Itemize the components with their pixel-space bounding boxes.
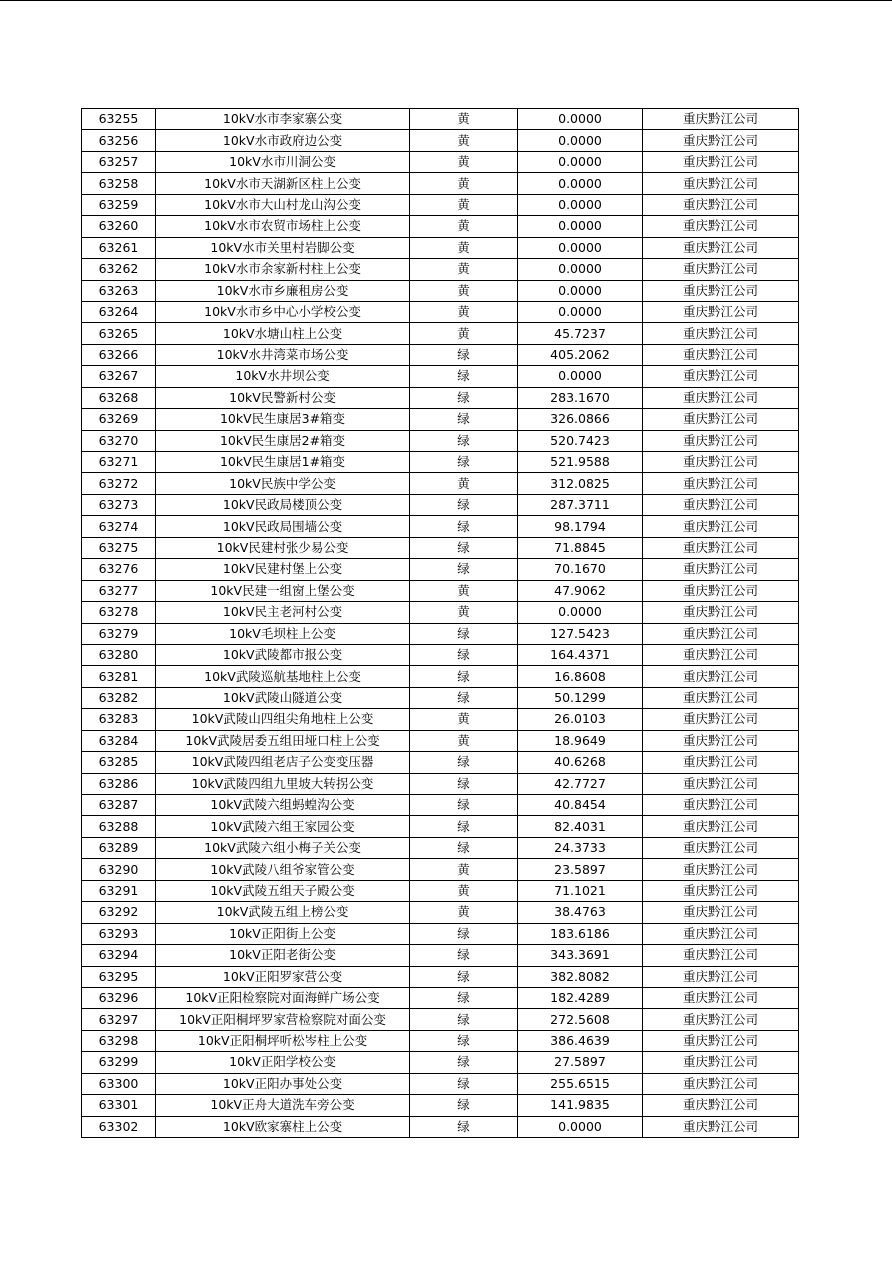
- status-cell: 绿: [410, 644, 518, 665]
- value-cell: 521.9588: [518, 452, 643, 473]
- status-cell: 绿: [410, 366, 518, 387]
- transformer-name-cell: 10kV正阳桐坪听松岑柱上公变: [156, 1030, 410, 1051]
- status-cell: 绿: [410, 1052, 518, 1073]
- status-cell: 绿: [410, 430, 518, 451]
- value-cell: 18.9649: [518, 730, 643, 751]
- row-id-cell: 63284: [82, 730, 156, 751]
- company-cell: 重庆黔江公司: [643, 730, 799, 751]
- transformer-name-cell: 10kV武陵巡航基地柱上公变: [156, 666, 410, 687]
- row-id-cell: 63276: [82, 559, 156, 580]
- value-cell: 98.1794: [518, 516, 643, 537]
- value-cell: 0.0000: [518, 301, 643, 322]
- table-row: [82, 709, 799, 730]
- status-cell: 绿: [410, 537, 518, 558]
- status-cell: 绿: [410, 623, 518, 644]
- status-cell: 黄: [410, 130, 518, 151]
- table-row: [82, 151, 799, 172]
- row-id-cell: 63274: [82, 516, 156, 537]
- row-id-cell: 63281: [82, 666, 156, 687]
- value-cell: 40.6268: [518, 752, 643, 773]
- company-cell: 重庆黔江公司: [643, 344, 799, 365]
- row-id-cell: 63288: [82, 816, 156, 837]
- value-cell: 0.0000: [518, 130, 643, 151]
- row-id-cell: 63294: [82, 945, 156, 966]
- table-row: [82, 194, 799, 215]
- status-cell: 绿: [410, 1095, 518, 1116]
- status-cell: 黄: [410, 902, 518, 923]
- value-cell: 326.0866: [518, 409, 643, 430]
- value-cell: 38.4763: [518, 902, 643, 923]
- transformer-name-cell: 10kV武陵都市报公变: [156, 644, 410, 665]
- table-row: [82, 109, 799, 130]
- transformer-name-cell: 10kV武陵五组天子殿公变: [156, 880, 410, 901]
- transformer-name-cell: 10kV正阳办事处公变: [156, 1073, 410, 1094]
- table-row: [82, 816, 799, 837]
- company-cell: 重庆黔江公司: [643, 580, 799, 601]
- transformer-name-cell: 10kV武陵六组王家园公变: [156, 816, 410, 837]
- company-cell: 重庆黔江公司: [643, 902, 799, 923]
- table-body: [82, 109, 799, 1138]
- table-row: [82, 430, 799, 451]
- row-id-cell: 63255: [82, 109, 156, 130]
- company-cell: 重庆黔江公司: [643, 773, 799, 794]
- row-id-cell: 63282: [82, 687, 156, 708]
- transformer-name-cell: 10kV欧家寨柱上公变: [156, 1116, 410, 1137]
- status-cell: 黄: [410, 151, 518, 172]
- row-id-cell: 63259: [82, 194, 156, 215]
- transformer-name-cell: 10kV民建村张少易公变: [156, 537, 410, 558]
- table-row: [82, 602, 799, 623]
- row-id-cell: 63272: [82, 473, 156, 494]
- company-cell: 重庆黔江公司: [643, 537, 799, 558]
- company-cell: 重庆黔江公司: [643, 666, 799, 687]
- status-cell: 黄: [410, 580, 518, 601]
- transformer-name-cell: 10kV武陵八组爷家管公变: [156, 859, 410, 880]
- transformer-name-cell: 10kV正阳检察院对面海鲜广场公变: [156, 987, 410, 1008]
- transformer-name-cell: 10kV民族中学公变: [156, 473, 410, 494]
- table-row: [82, 880, 799, 901]
- row-id-cell: 63279: [82, 623, 156, 644]
- transformer-name-cell: 10kV水市关里村岩脚公变: [156, 237, 410, 258]
- status-cell: 黄: [410, 473, 518, 494]
- transformer-name-cell: 10kV水井湾菜市场公变: [156, 344, 410, 365]
- table-row: [82, 452, 799, 473]
- table-row: [82, 1073, 799, 1094]
- table-row: [82, 859, 799, 880]
- value-cell: 141.9835: [518, 1095, 643, 1116]
- transformer-name-cell: 10kV水市李家寨公变: [156, 109, 410, 130]
- company-cell: 重庆黔江公司: [643, 1073, 799, 1094]
- row-id-cell: 63260: [82, 216, 156, 237]
- row-id-cell: 63264: [82, 301, 156, 322]
- value-cell: 283.1670: [518, 387, 643, 408]
- transformer-table: [81, 108, 799, 1138]
- row-id-cell: 63266: [82, 344, 156, 365]
- table-row: [82, 1095, 799, 1116]
- transformer-name-cell: 10kV武陵五组上榜公变: [156, 902, 410, 923]
- row-id-cell: 63289: [82, 837, 156, 858]
- company-cell: 重庆黔江公司: [643, 237, 799, 258]
- value-cell: 182.4289: [518, 987, 643, 1008]
- value-cell: 127.5423: [518, 623, 643, 644]
- company-cell: 重庆黔江公司: [643, 644, 799, 665]
- value-cell: 0.0000: [518, 1116, 643, 1137]
- table-row: [82, 280, 799, 301]
- table-row: [82, 923, 799, 944]
- transformer-name-cell: 10kV水塘山柱上公变: [156, 323, 410, 344]
- status-cell: 绿: [410, 816, 518, 837]
- table-row: [82, 1052, 799, 1073]
- value-cell: 0.0000: [518, 109, 643, 130]
- row-id-cell: 63295: [82, 966, 156, 987]
- row-id-cell: 63293: [82, 923, 156, 944]
- status-cell: 黄: [410, 259, 518, 280]
- transformer-name-cell: 10kV正阳街上公变: [156, 923, 410, 944]
- status-cell: 黄: [410, 216, 518, 237]
- table-row: [82, 130, 799, 151]
- table-row: [82, 580, 799, 601]
- transformer-name-cell: 10kV民政局围墙公变: [156, 516, 410, 537]
- row-id-cell: 63296: [82, 987, 156, 1008]
- status-cell: 黄: [410, 602, 518, 623]
- row-id-cell: 63298: [82, 1030, 156, 1051]
- value-cell: 23.5897: [518, 859, 643, 880]
- table-row: [82, 687, 799, 708]
- transformer-name-cell: 10kV水市乡中心小学校公变: [156, 301, 410, 322]
- value-cell: 0.0000: [518, 280, 643, 301]
- value-cell: 0.0000: [518, 602, 643, 623]
- value-cell: 42.7727: [518, 773, 643, 794]
- row-id-cell: 63265: [82, 323, 156, 344]
- company-cell: 重庆黔江公司: [643, 323, 799, 344]
- row-id-cell: 63270: [82, 430, 156, 451]
- company-cell: 重庆黔江公司: [643, 280, 799, 301]
- company-cell: 重庆黔江公司: [643, 923, 799, 944]
- status-cell: 黄: [410, 237, 518, 258]
- row-id-cell: 63261: [82, 237, 156, 258]
- company-cell: 重庆黔江公司: [643, 473, 799, 494]
- transformer-name-cell: 10kV正阳桐坪罗家营检察院对面公变: [156, 1009, 410, 1030]
- value-cell: 26.0103: [518, 709, 643, 730]
- company-cell: 重庆黔江公司: [643, 880, 799, 901]
- transformer-name-cell: 10kV武陵居委五组田垭口柱上公变: [156, 730, 410, 751]
- status-cell: 绿: [410, 452, 518, 473]
- company-cell: 重庆黔江公司: [643, 1052, 799, 1073]
- status-cell: 绿: [410, 987, 518, 1008]
- value-cell: 272.5608: [518, 1009, 643, 1030]
- transformer-name-cell: 10kV水市川洞公变: [156, 151, 410, 172]
- status-cell: 绿: [410, 752, 518, 773]
- value-cell: 0.0000: [518, 194, 643, 215]
- company-cell: 重庆黔江公司: [643, 387, 799, 408]
- table-row: [82, 366, 799, 387]
- company-cell: 重庆黔江公司: [643, 795, 799, 816]
- row-id-cell: 63271: [82, 452, 156, 473]
- row-id-cell: 63256: [82, 130, 156, 151]
- transformer-name-cell: 10kV民生康居2#箱变: [156, 430, 410, 451]
- company-cell: 重庆黔江公司: [643, 623, 799, 644]
- table-row: [82, 644, 799, 665]
- status-cell: 绿: [410, 966, 518, 987]
- row-id-cell: 63263: [82, 280, 156, 301]
- company-cell: 重庆黔江公司: [643, 151, 799, 172]
- table-row: [82, 301, 799, 322]
- table-row: [82, 259, 799, 280]
- company-cell: 重庆黔江公司: [643, 516, 799, 537]
- value-cell: 343.3691: [518, 945, 643, 966]
- table-row: [82, 473, 799, 494]
- table-row: [82, 409, 799, 430]
- company-cell: 重庆黔江公司: [643, 259, 799, 280]
- table-row: [82, 323, 799, 344]
- value-cell: 0.0000: [518, 259, 643, 280]
- company-cell: 重庆黔江公司: [643, 194, 799, 215]
- status-cell: 绿: [410, 516, 518, 537]
- status-cell: 绿: [410, 1030, 518, 1051]
- transformer-name-cell: 10kV民政局楼顶公变: [156, 494, 410, 515]
- status-cell: 绿: [410, 559, 518, 580]
- value-cell: 0.0000: [518, 151, 643, 172]
- company-cell: 重庆黔江公司: [643, 452, 799, 473]
- company-cell: 重庆黔江公司: [643, 109, 799, 130]
- value-cell: 70.1670: [518, 559, 643, 580]
- value-cell: 16.8608: [518, 666, 643, 687]
- company-cell: 重庆黔江公司: [643, 301, 799, 322]
- transformer-name-cell: 10kV民建一组窗上堡公变: [156, 580, 410, 601]
- value-cell: 386.4639: [518, 1030, 643, 1051]
- value-cell: 0.0000: [518, 237, 643, 258]
- transformer-name-cell: 10kV民建村堡上公变: [156, 559, 410, 580]
- row-id-cell: 63257: [82, 151, 156, 172]
- transformer-name-cell: 10kV武陵六组蚂蝗沟公变: [156, 795, 410, 816]
- status-cell: 绿: [410, 773, 518, 794]
- table-row: [82, 216, 799, 237]
- row-id-cell: 63262: [82, 259, 156, 280]
- status-cell: 绿: [410, 344, 518, 365]
- transformer-name-cell: 10kV武陵山四组尖角地柱上公变: [156, 709, 410, 730]
- table-row: [82, 966, 799, 987]
- company-cell: 重庆黔江公司: [643, 709, 799, 730]
- table-row: [82, 730, 799, 751]
- value-cell: 520.7423: [518, 430, 643, 451]
- status-cell: 绿: [410, 1073, 518, 1094]
- table-row: [82, 344, 799, 365]
- table-row: [82, 1030, 799, 1051]
- company-cell: 重庆黔江公司: [643, 1009, 799, 1030]
- row-id-cell: 63286: [82, 773, 156, 794]
- transformer-name-cell: 10kV武陵山隧道公变: [156, 687, 410, 708]
- status-cell: 黄: [410, 173, 518, 194]
- transformer-name-cell: 10kV武陵四组老店子公变变压器: [156, 752, 410, 773]
- table-row: [82, 1116, 799, 1137]
- status-cell: 黄: [410, 709, 518, 730]
- status-cell: 黄: [410, 880, 518, 901]
- table-row: [82, 666, 799, 687]
- company-cell: 重庆黔江公司: [643, 409, 799, 430]
- status-cell: 绿: [410, 687, 518, 708]
- table-row: [82, 1009, 799, 1030]
- value-cell: 71.1021: [518, 880, 643, 901]
- table-row: [82, 795, 799, 816]
- transformer-name-cell: 10kV民生康居1#箱变: [156, 452, 410, 473]
- transformer-name-cell: 10kV民主老河村公变: [156, 602, 410, 623]
- transformer-name-cell: 10kV水井坝公变: [156, 366, 410, 387]
- transformer-name-cell: 10kV水市大山村龙山沟公变: [156, 194, 410, 215]
- row-id-cell: 63285: [82, 752, 156, 773]
- table-row: [82, 623, 799, 644]
- company-cell: 重庆黔江公司: [643, 559, 799, 580]
- transformer-name-cell: 10kV正阳罗家营公变: [156, 966, 410, 987]
- transformer-name-cell: 10kV民警新村公变: [156, 387, 410, 408]
- table-row: [82, 773, 799, 794]
- status-cell: 绿: [410, 923, 518, 944]
- company-cell: 重庆黔江公司: [643, 1095, 799, 1116]
- company-cell: 重庆黔江公司: [643, 366, 799, 387]
- status-cell: 黄: [410, 301, 518, 322]
- transformer-name-cell: 10kV武陵六组小梅子关公变: [156, 837, 410, 858]
- company-cell: 重庆黔江公司: [643, 837, 799, 858]
- value-cell: 0.0000: [518, 216, 643, 237]
- status-cell: 黄: [410, 859, 518, 880]
- value-cell: 164.4371: [518, 644, 643, 665]
- row-id-cell: 63283: [82, 709, 156, 730]
- value-cell: 40.8454: [518, 795, 643, 816]
- value-cell: 47.9062: [518, 580, 643, 601]
- company-cell: 重庆黔江公司: [643, 987, 799, 1008]
- table-row: [82, 237, 799, 258]
- row-id-cell: 63291: [82, 880, 156, 901]
- row-id-cell: 63269: [82, 409, 156, 430]
- row-id-cell: 63302: [82, 1116, 156, 1137]
- status-cell: 黄: [410, 323, 518, 344]
- transformer-name-cell: 10kV正阳学校公变: [156, 1052, 410, 1073]
- value-cell: 82.4031: [518, 816, 643, 837]
- company-cell: 重庆黔江公司: [643, 859, 799, 880]
- status-cell: 绿: [410, 409, 518, 430]
- transformer-name-cell: 10kV水市余家新村柱上公变: [156, 259, 410, 280]
- status-cell: 绿: [410, 666, 518, 687]
- company-cell: 重庆黔江公司: [643, 816, 799, 837]
- transformer-name-cell: 10kV水市乡廉租房公变: [156, 280, 410, 301]
- table-row: [82, 902, 799, 923]
- row-id-cell: 63273: [82, 494, 156, 515]
- value-cell: 255.6515: [518, 1073, 643, 1094]
- company-cell: 重庆黔江公司: [643, 752, 799, 773]
- value-cell: 71.8845: [518, 537, 643, 558]
- row-id-cell: 63268: [82, 387, 156, 408]
- table-row: [82, 387, 799, 408]
- value-cell: 0.0000: [518, 366, 643, 387]
- value-cell: 382.8082: [518, 966, 643, 987]
- status-cell: 黄: [410, 194, 518, 215]
- transformer-name-cell: 10kV水市天湖新区柱上公变: [156, 173, 410, 194]
- status-cell: 黄: [410, 280, 518, 301]
- row-id-cell: 63297: [82, 1009, 156, 1030]
- table-row: [82, 837, 799, 858]
- company-cell: 重庆黔江公司: [643, 494, 799, 515]
- row-id-cell: 63278: [82, 602, 156, 623]
- table-row: [82, 987, 799, 1008]
- table-row: [82, 537, 799, 558]
- value-cell: 0.0000: [518, 173, 643, 194]
- company-cell: 重庆黔江公司: [643, 966, 799, 987]
- company-cell: 重庆黔江公司: [643, 130, 799, 151]
- status-cell: 绿: [410, 387, 518, 408]
- company-cell: 重庆黔江公司: [643, 687, 799, 708]
- row-id-cell: 63301: [82, 1095, 156, 1116]
- value-cell: 45.7237: [518, 323, 643, 344]
- value-cell: 287.3711: [518, 494, 643, 515]
- company-cell: 重庆黔江公司: [643, 945, 799, 966]
- company-cell: 重庆黔江公司: [643, 216, 799, 237]
- row-id-cell: 63290: [82, 859, 156, 880]
- status-cell: 绿: [410, 945, 518, 966]
- company-cell: 重庆黔江公司: [643, 173, 799, 194]
- table-row: [82, 559, 799, 580]
- value-cell: 24.3733: [518, 837, 643, 858]
- table-row: [82, 516, 799, 537]
- company-cell: 重庆黔江公司: [643, 1030, 799, 1051]
- company-cell: 重庆黔江公司: [643, 602, 799, 623]
- status-cell: 黄: [410, 730, 518, 751]
- row-id-cell: 63300: [82, 1073, 156, 1094]
- transformer-name-cell: 10kV正阳老街公变: [156, 945, 410, 966]
- transformer-name-cell: 10kV水市农贸市场柱上公变: [156, 216, 410, 237]
- row-id-cell: 63280: [82, 644, 156, 665]
- status-cell: 黄: [410, 109, 518, 130]
- value-cell: 27.5897: [518, 1052, 643, 1073]
- transformer-name-cell: 10kV正舟大道洗车旁公变: [156, 1095, 410, 1116]
- status-cell: 绿: [410, 1009, 518, 1030]
- row-id-cell: 63287: [82, 795, 156, 816]
- row-id-cell: 63277: [82, 580, 156, 601]
- value-cell: 405.2062: [518, 344, 643, 365]
- row-id-cell: 63275: [82, 537, 156, 558]
- transformer-name-cell: 10kV民生康居3#箱变: [156, 409, 410, 430]
- transformer-name-cell: 10kV武陵四组九里坡大转拐公变: [156, 773, 410, 794]
- row-id-cell: 63258: [82, 173, 156, 194]
- status-cell: 绿: [410, 1116, 518, 1137]
- table-row: [82, 173, 799, 194]
- value-cell: 183.6186: [518, 923, 643, 944]
- transformer-name-cell: 10kV毛坝柱上公变: [156, 623, 410, 644]
- company-cell: 重庆黔江公司: [643, 1116, 799, 1137]
- table-row: [82, 945, 799, 966]
- status-cell: 绿: [410, 795, 518, 816]
- company-cell: 重庆黔江公司: [643, 430, 799, 451]
- row-id-cell: 63267: [82, 366, 156, 387]
- value-cell: 312.0825: [518, 473, 643, 494]
- status-cell: 绿: [410, 494, 518, 515]
- page-top-border: [0, 0, 892, 1]
- row-id-cell: 63292: [82, 902, 156, 923]
- status-cell: 绿: [410, 837, 518, 858]
- value-cell: 50.1299: [518, 687, 643, 708]
- table-row: [82, 494, 799, 515]
- table-row: [82, 752, 799, 773]
- row-id-cell: 63299: [82, 1052, 156, 1073]
- transformer-name-cell: 10kV水市政府边公变: [156, 130, 410, 151]
